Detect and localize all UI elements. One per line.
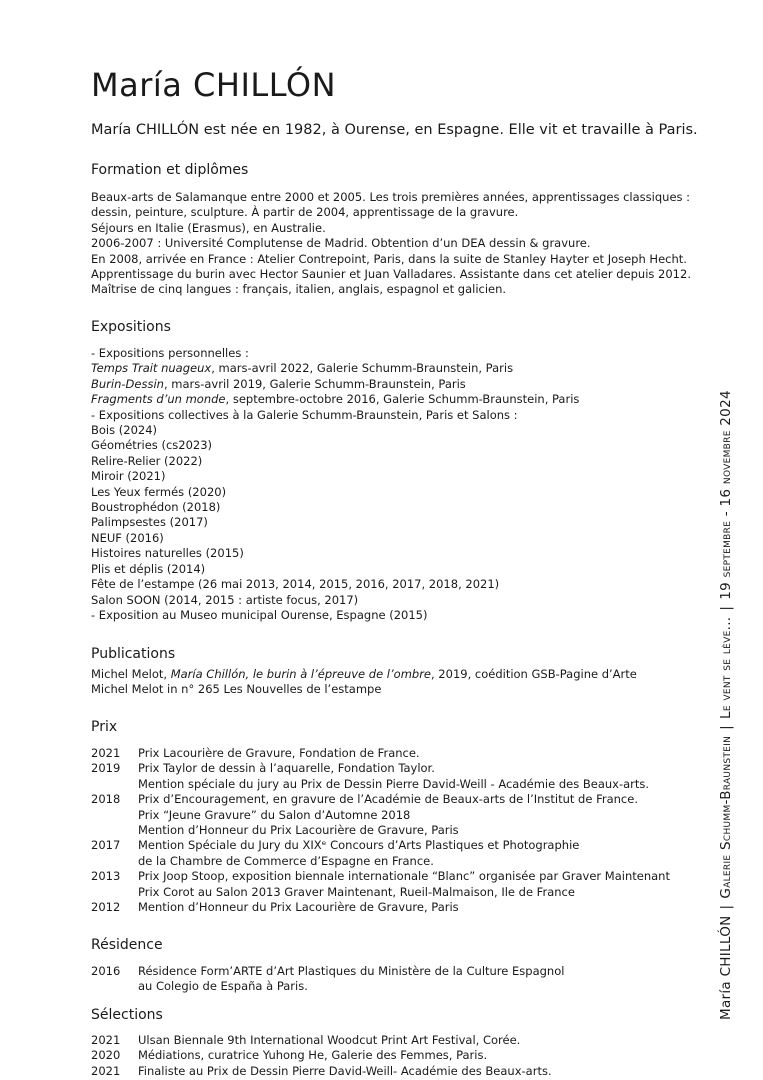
expo-perso-item: Fragments d’un monde, septembre-octobre 2016, Galerie Schumm-Braunstein, Paris xyxy=(91,392,580,407)
expo-collective-item: Bois (2024) xyxy=(91,423,158,438)
expo-perso-label: - Expositions personnelles : xyxy=(91,346,249,360)
formation-line: 2006-2007 : Université Complutense de Madrid. Obtention d’un DEA dessin & gravure. xyxy=(91,236,591,251)
side-dates: 19 septembre - 16 novembre 2024 xyxy=(718,390,734,600)
expo-collective-item: NEUF (2016) xyxy=(91,530,164,545)
expo-collective-item: Salon SOON (2014, 2015 : artiste focus, 2017) xyxy=(91,592,359,607)
expo-perso-item: Temps Trait nuageux, mars-avril 2022, Galerie Schumm-Braunstein, Paris xyxy=(91,361,514,376)
expo-perso-item: Burin-Dessin, mars-avril 2019, Galerie Schumm-Braunstein, Paris xyxy=(91,376,466,391)
expositions-block xyxy=(91,346,579,623)
expo-collective-item: Histoires naturelles (2015) xyxy=(91,546,244,561)
intro-text: María CHILLÓN est née en 1982, à Ourense, en Espagne. Elle vit et travaille à Paris. xyxy=(91,122,698,138)
formation-line: Maîtrise de cinq langues : français, italien, anglais, espagnol et galicien. xyxy=(91,282,507,297)
side-show: Le vent se lève... xyxy=(718,616,734,719)
expo-collective-item: Palimpsestes (2017) xyxy=(91,515,208,530)
expo-collectives-label: - Expositions collectives à la Galerie Schumm-Braunstein, Paris et Salons : xyxy=(91,407,518,422)
prix-heading: Prix xyxy=(91,719,118,735)
expo-collective-item: Géométries (cs2023) xyxy=(91,438,213,453)
formation-line: Séjours en Italie (Erasmus), en Australie. xyxy=(91,220,326,235)
formation-line: dessin, peinture, sculpture. À partir de 2004, apprentissage de la gravure. xyxy=(91,205,519,220)
side-gallery: Galerie Schumm-Braunstein xyxy=(718,735,734,899)
publications-block xyxy=(91,667,637,698)
expo-collective-item: Plis et déplis (2014) xyxy=(91,561,206,576)
expositions-heading: Expositions xyxy=(91,319,171,335)
formation-line: Apprentissage du burin avec Hector Saunier et Juan Valladares. Assistante dans cet atelier depuis 2012. xyxy=(91,267,691,282)
residence-heading: Résidence xyxy=(91,937,163,953)
side-separator: | xyxy=(718,904,734,910)
side-caption xyxy=(718,390,734,1020)
formation-heading: Formation et diplômes xyxy=(91,162,249,178)
expo-collective-item: Miroir (2021) xyxy=(91,469,166,484)
formation-line: Beaux-arts de Salamanque entre 2000 et 2005. Les trois premières années, apprentissages classiques : xyxy=(91,190,691,204)
expo-collective-item: Les Yeux fermés (2020) xyxy=(91,484,227,499)
publications-heading: Publications xyxy=(91,646,176,662)
expo-collective-item: Boustrophédon (2018) xyxy=(91,500,221,515)
side-separator: | xyxy=(718,725,734,730)
publication-item: Michel Melot in n° 265 Les Nouvelles de l’estampe xyxy=(91,682,382,697)
page-title: María CHILLÓN xyxy=(91,66,337,104)
formation-block xyxy=(91,190,691,298)
expo-collective-item: - Exposition au Museo municipal Ourense, Espagne (2015) xyxy=(91,607,428,622)
side-separator: | xyxy=(718,605,734,611)
selections-heading: Sélections xyxy=(91,1007,163,1023)
expo-collective-item: Relire-Relier (2022) xyxy=(91,453,203,468)
publication-item: Michel Melot, María Chillón, le burin à l’épreuve de l’ombre, 2019, coédition GSB-Pagine d’Arte xyxy=(91,667,637,681)
side-artist: María CHILLÓN xyxy=(718,915,734,1020)
formation-line: En 2008, arrivée en France : Atelier Contrepoint, Paris, dans la suite de Stanley Hayter et Joseph Hecht. xyxy=(91,251,687,266)
expo-collective-item: Fête de l’estampe (26 mai 2013, 2014, 2015, 2016, 2017, 2018, 2021) xyxy=(91,577,500,592)
